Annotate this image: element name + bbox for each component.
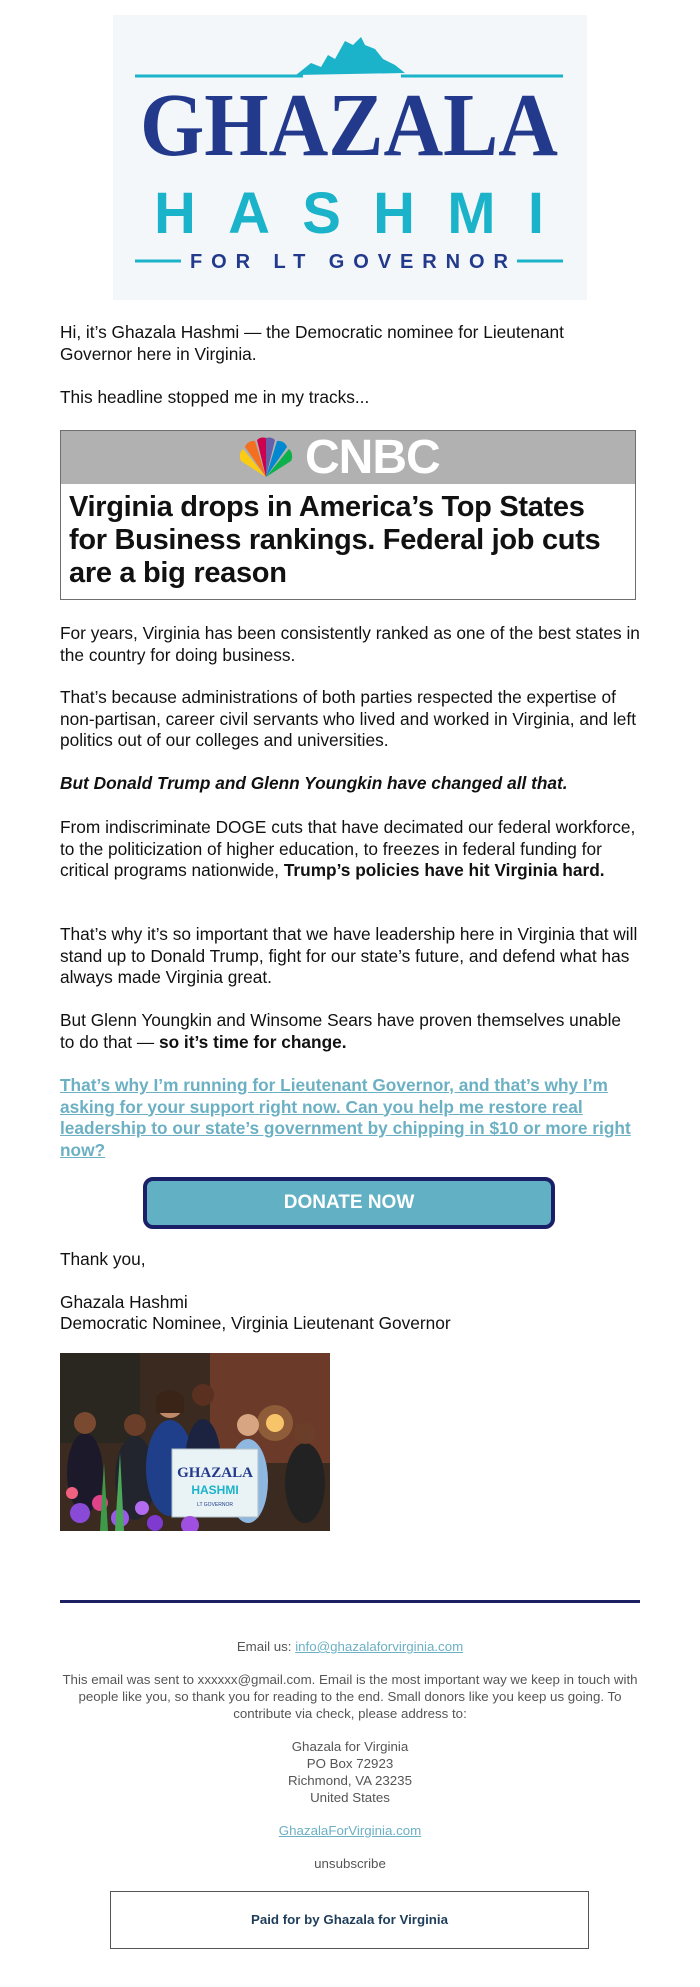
footer-divider [60,1600,640,1603]
news-brand-bar [61,431,635,484]
news-headline: Virginia drops in America’s Top States for Business rankings. Federal job cuts are a big reason [69,491,601,589]
logo-name-first: GHAZALA [140,76,558,175]
signoff-thanks: Thank you, [60,1249,146,1269]
headline-lead-paragraph: This headline stopped me in my tracks... [60,387,370,407]
footer-site-link[interactable]: GhazalaForVirginia.com [278,1823,422,1838]
footer-address-line-4: United States [310,1790,390,1805]
virginia-state-icon [296,37,405,75]
campaign-photo-graphic [60,1353,330,1531]
body-paragraph-4 [60,817,640,882]
body-paragraph-1: For years, Virginia has been consistently ranked as one of the best states in the country for doing business. [60,623,640,665]
news-headline-card [60,430,636,600]
donate-now-button[interactable]: DONATE NOW [143,1177,555,1229]
signoff-title: Democratic Nominee, Virginia Lieutenant Governor [60,1313,451,1333]
body-paragraph-2: That’s because administrations of both parties respected the expertise of non-partisan, career civil servants who lived and worked in Virginia, and left politics out of our colleges and universities. [60,687,637,750]
body-paragraph-6-text: But Glenn Youngkin and Winsome Sears have proven themselves unable to do that — [60,1010,622,1052]
news-brand-name: CNBC [305,431,440,484]
body-paragraph-4-emphasis: Trump’s policies have hit Virginia hard. [283,860,605,880]
photo-sign-name-first: GHAZALA [177,1465,253,1481]
body-paragraph-6-emphasis: so it’s time for change. [158,1031,347,1052]
peacock-icon [233,437,299,479]
footer-unsubscribe [60,1855,640,1872]
photo-sign-name-last: HASHMI [191,1483,239,1497]
footer-address-line-1: Ghazala for Virginia [291,1739,409,1754]
logo-office: FOR LT GOVERNOR [190,251,508,273]
signoff-name: Ghazala Hashmi [60,1292,188,1312]
logo-name-last: HASHMI [154,181,544,246]
body-paragraph-6 [60,1010,640,1053]
footer-address-line-2: PO Box 72923 [306,1756,394,1771]
paid-for-disclaimer: Paid for by Ghazala for Virginia [110,1891,589,1949]
footer-notice: This email was sent to xxxxxx@gmail.com. Email is the most important way we keep in touch with people like you, so thank you for reading to the end. Small donors like you keep us going. To contribute via check, please address to: [62,1672,638,1721]
greeting-paragraph: Hi, it’s Ghazala Hashmi — the Democratic nominee for Lieutenant Governor here in Virginia. [60,322,564,364]
donation-ask-link[interactable]: That’s why I’m running for Lieutenant Governor, and that’s why I’m asking for your support right now. Can you help me restore real leadership to our state’s government by chipping in $10 or more right now? [60,1075,631,1160]
footer-email-line [60,1638,640,1655]
footer-email-link[interactable]: info@ghazalaforvirginia.com [295,1639,464,1654]
virginia-logo-graphic [113,15,587,300]
photo-sign-office: LT GOVERNOR [197,1502,233,1508]
campaign-event-photo [60,1353,330,1531]
campaign-logo [113,15,587,300]
body-paragraph-4-text: From indiscriminate DOGE cuts that have decimated our federal workforce, to the politicization of higher education, to freezes in federal funding for critical programs nationwide, [60,817,636,880]
footer-address-line-3: Richmond, VA 23235 [288,1773,412,1788]
footer-site [60,1822,640,1839]
body-paragraph-5: That’s why it’s so important that we have leadership here in Virginia that will stand up to Donald Trump, fight for our state’s future, and defend what has always made Virginia great. [60,924,638,987]
body-paragraph-3: But Donald Trump and Glenn Youngkin have changed all that. [60,773,568,793]
unsubscribe-link[interactable]: unsubscribe [314,1856,386,1871]
footer-email-label: Email us: [236,1639,292,1654]
